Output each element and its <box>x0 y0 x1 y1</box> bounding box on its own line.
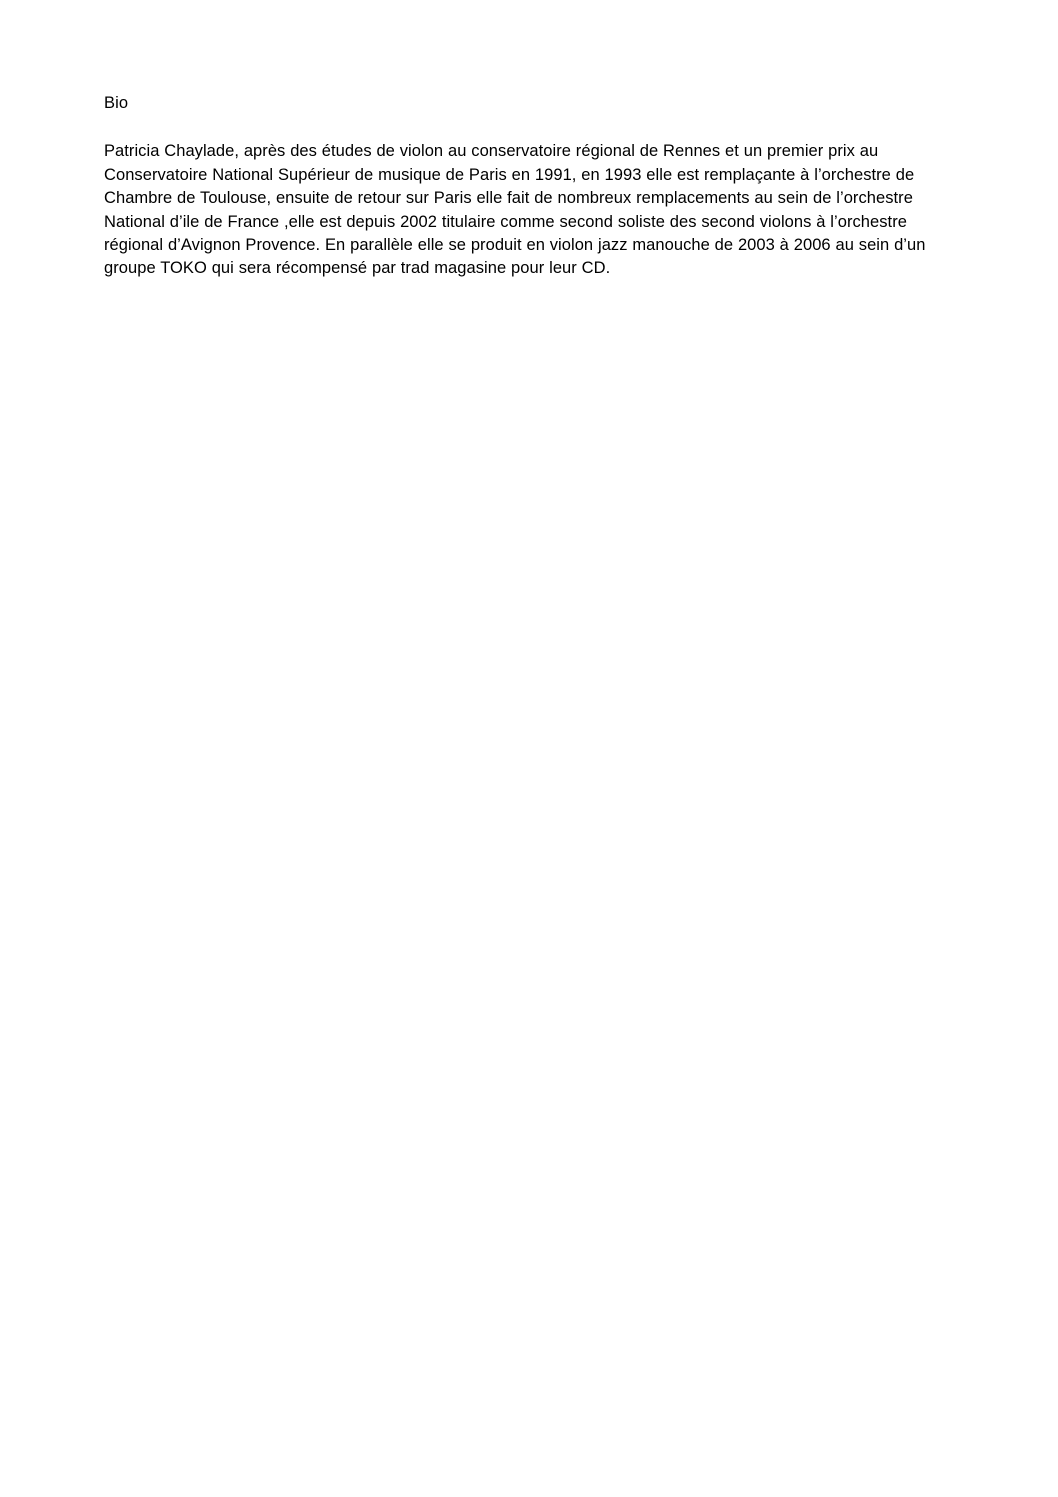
biography-paragraph: Patricia Chaylade, après des études de violon au conservatoire régional de Rennes et un premier prix au Conservatoire National Supérieur de musique de Paris en 1991, en 1993 elle est remplaçante à l’orchestre de Chambre de Toulouse, ensuite de retour sur Paris elle fait de nombreux remplacements au sein de l’orchestre National d’ile de France ,elle est depuis 2002 titulaire comme second soliste des second violons à l’orchestre régional d’Avignon Provence. En parallèle elle se produit en violon jazz manouche de 2003 à 2006 au sein d’un groupe TOKO qui sera récompensé par trad magasine pour leur CD. <box>104 142 926 278</box>
document-content <box>104 92 949 281</box>
page-title: Bio <box>104 94 129 112</box>
